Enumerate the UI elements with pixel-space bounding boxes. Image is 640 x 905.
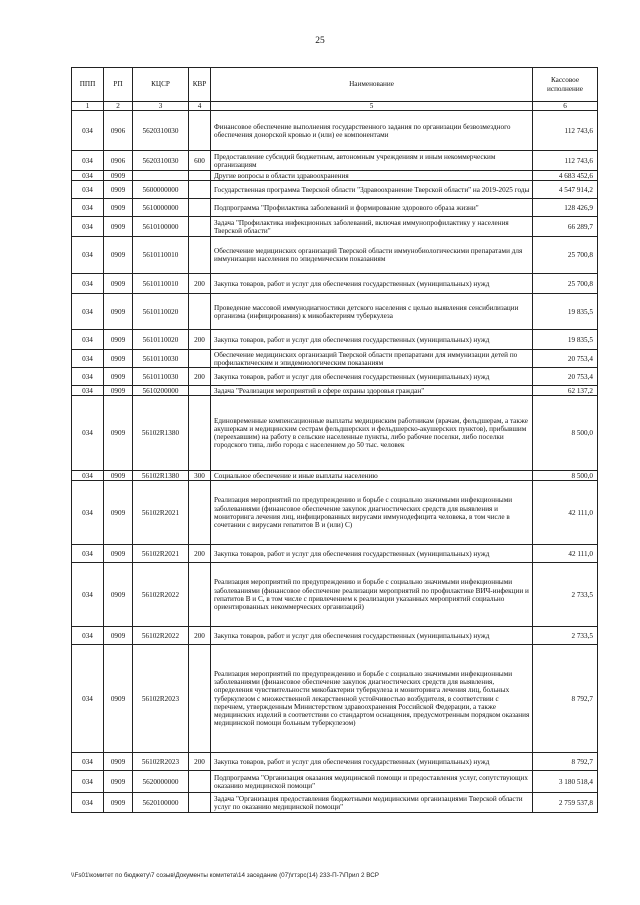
table-row: [72, 330, 598, 350]
cell-ppp: 034: [72, 645, 104, 753]
cell-name: Социальное обеспечение и иные выплаты населению: [211, 471, 533, 481]
cell-kvr: 200: [189, 545, 211, 563]
cell-rp: 0909: [104, 199, 133, 217]
cell-kcsr: 56102R2021: [133, 545, 189, 563]
cell-kcsr: 5610110030: [133, 368, 189, 386]
table-row: [72, 545, 598, 563]
cell-kcsr: 56102R1380: [133, 396, 189, 471]
cell-name: Закупка товаров, работ и услуг для обеспечения государственных (муниципальных) нужд: [211, 274, 533, 294]
cell-kvr: [189, 793, 211, 813]
cell-amount: 42 111,0: [533, 481, 598, 545]
cell-name: Закупка товаров, работ и услуг для обеспечения государственных (муниципальных) нужд: [211, 753, 533, 771]
header-row: [72, 68, 598, 102]
cell-rp: 0909: [104, 274, 133, 294]
cell-kcsr: 5610110010: [133, 274, 189, 294]
cell-kvr: 200: [189, 753, 211, 771]
cell-kcsr: 5600000000: [133, 181, 189, 199]
cell-kvr: 200: [189, 330, 211, 350]
cell-ppp: 034: [72, 171, 104, 181]
cell-rp: 0909: [104, 563, 133, 627]
cell-kcsr: 5620310030: [133, 111, 189, 151]
cell-rp: 0909: [104, 471, 133, 481]
cell-amount: 25 700,8: [533, 237, 598, 274]
cell-name: Другие вопросы в области здравоохранения: [211, 171, 533, 181]
cell-amount: 19 835,5: [533, 294, 598, 330]
cell-amount: 8 792,7: [533, 753, 598, 771]
cell-name: Обеспечение медицинских организаций Тверской области иммунобиологическими препаратами для иммунизации населения по эпидемическим показаниям: [211, 237, 533, 274]
cell-ppp: 034: [72, 330, 104, 350]
cell-amount: 20 753,4: [533, 368, 598, 386]
cell-ppp: 034: [72, 386, 104, 396]
cell-name: Обеспечение медицинских организаций Тверской области препаратами для иммунизации детей по профилактическим и эпидемиологическим показаниям: [211, 350, 533, 368]
cell-ppp: 034: [72, 350, 104, 368]
cell-kvr: 200: [189, 627, 211, 645]
cell-name: Закупка товаров, работ и услуг для обеспечения государственных (муниципальных) нужд: [211, 627, 533, 645]
cell-amount: 3 180 518,4: [533, 771, 598, 793]
cell-rp: 0909: [104, 396, 133, 471]
cell-rp: 0909: [104, 217, 133, 237]
cell-ppp: 034: [72, 396, 104, 471]
cell-rp: 0909: [104, 330, 133, 350]
header-name: Наименование: [211, 68, 533, 102]
cell-kcsr: 5610100000: [133, 217, 189, 237]
column-number-row: [72, 102, 598, 111]
cell-kvr: [189, 294, 211, 330]
cell-kcsr: 5620000000: [133, 771, 189, 793]
cell-rp: 0909: [104, 793, 133, 813]
header-rp: РП: [104, 68, 133, 102]
cell-kvr: [189, 396, 211, 471]
table-row: [72, 481, 598, 545]
cell-kcsr: 56102R2022: [133, 627, 189, 645]
cell-rp: 0906: [104, 111, 133, 151]
page-number: 25: [315, 36, 325, 46]
cell-ppp: 034: [72, 627, 104, 645]
cell-kvr: [189, 237, 211, 274]
cell-ppp: 034: [72, 471, 104, 481]
cell-ppp: 034: [72, 793, 104, 813]
cell-rp: 0909: [104, 350, 133, 368]
cell-kvr: [189, 386, 211, 396]
header-kcsr: КЦСР: [133, 68, 189, 102]
cell-name: Задача "Организация предоставления бюджетными медицинскими организациями Тверской области услуг по оказанию медицинской помощи": [211, 793, 533, 813]
cell-kvr: 200: [189, 274, 211, 294]
cell-kcsr: 56102R2021: [133, 481, 189, 545]
cell-name: Государственная программа Тверской области "Здравоохранение Тверской области" на 2019-2025 годы: [211, 181, 533, 199]
table-row: [72, 645, 598, 753]
header-kvr: КВР: [189, 68, 211, 102]
cell-name: Задача "Реализация мероприятий в сфере охраны здоровья граждан": [211, 386, 533, 396]
cell-kvr: [189, 645, 211, 753]
cell-amount: 112 743,6: [533, 111, 598, 151]
cell-rp: 0909: [104, 545, 133, 563]
table-body: [72, 111, 598, 813]
cell-amount: 2 733,5: [533, 563, 598, 627]
cell-rp: 0909: [104, 481, 133, 545]
cell-kvr: [189, 171, 211, 181]
cell-kcsr: 5610110030: [133, 350, 189, 368]
cell-kcsr: 5610110010: [133, 237, 189, 274]
cell-amount: 2 733,5: [533, 627, 598, 645]
cell-ppp: 034: [72, 294, 104, 330]
cell-ppp: 034: [72, 181, 104, 199]
cell-kvr: [189, 111, 211, 151]
table-row: [72, 294, 598, 330]
column-number: 4: [189, 102, 211, 111]
cell-kvr: [189, 771, 211, 793]
table-row: [72, 471, 598, 481]
table-row: [72, 396, 598, 471]
cell-name: Единовременные компенсационные выплаты медицинским работникам (врачам, фельдшерам, а также акушеркам и медицинским сестрам фельдшерских и фельдшерско-акушерских пунктов), прибывшим (переехавшим) на работу в сельские населенные пункты, либо рабочие поселки, либо поселки городского типа, либо города с населением до 50 тыс. человек: [211, 396, 533, 471]
cell-name: Реализация мероприятий по предупреждению и борьбе с социально значимыми инфекционными заболеваниями (финансовое обеспечение закупок диагностических средств для выявления и мониторинга лечения лиц, инфицированных вирусами иммунодефицита человека, в том числе в сочетании с вирусами гепатитов В и (или) С): [211, 481, 533, 545]
cell-name: Подпрограмма "Организация оказания медицинской помощи и предоставления услуг, сопутствующих оказанию медицинской помощи": [211, 771, 533, 793]
column-number: 6: [533, 102, 598, 111]
cell-kcsr: 56102R1380: [133, 471, 189, 481]
cell-name: Предоставление субсидий бюджетным, автономным учреждениям и иным некоммерческим организациям: [211, 151, 533, 171]
cell-ppp: 034: [72, 481, 104, 545]
table-row: [72, 171, 598, 181]
table-row: [72, 237, 598, 274]
cell-amount: 25 700,8: [533, 274, 598, 294]
cell-rp: 0909: [104, 627, 133, 645]
cell-amount: 112 743,6: [533, 151, 598, 171]
cell-rp: 0909: [104, 181, 133, 199]
cell-rp: 0909: [104, 368, 133, 386]
cell-name: Финансовое обеспечение выполнения государственного задания по организации безвозмездного обеспечения донорской кровью и (или) ее компонентами: [211, 111, 533, 151]
cell-amount: 19 835,5: [533, 330, 598, 350]
cell-kcsr: 56102R2023: [133, 645, 189, 753]
cell-kvr: [189, 563, 211, 627]
cell-amount: 4 683 452,6: [533, 171, 598, 181]
cell-amount: 20 753,4: [533, 350, 598, 368]
header-amount: Кассовое исполнение: [533, 68, 598, 102]
cell-rp: 0909: [104, 645, 133, 753]
cell-kcsr: 5620310030: [133, 151, 189, 171]
cell-ppp: 034: [72, 753, 104, 771]
cell-kvr: [189, 217, 211, 237]
cell-kvr: 600: [189, 151, 211, 171]
cell-amount: 128 426,9: [533, 199, 598, 217]
cell-name: Реализация мероприятий по предупреждению и борьбе с социально значимыми инфекционными заболеваниями (финансовое обеспечение реализации мероприятий по профилактике ВИЧ-инфекции и гепатитов В и С, в том числе с привлечением к реализации указанных мероприятий социально ориентированных некоммерческих организаций): [211, 563, 533, 627]
cell-rp: 0909: [104, 386, 133, 396]
cell-ppp: 034: [72, 563, 104, 627]
table-row: [72, 151, 598, 171]
cell-kvr: [189, 181, 211, 199]
cell-kvr: [189, 481, 211, 545]
cell-kvr: [189, 350, 211, 368]
cell-ppp: 034: [72, 217, 104, 237]
cell-kcsr: [133, 171, 189, 181]
cell-kcsr: 56102R2022: [133, 563, 189, 627]
cell-kcsr: 5610110020: [133, 294, 189, 330]
cell-rp: 0909: [104, 171, 133, 181]
cell-rp: 0909: [104, 771, 133, 793]
cell-amount: 8 500,0: [533, 396, 598, 471]
table-row: [72, 386, 598, 396]
cell-amount: 8 500,0: [533, 471, 598, 481]
header-ppp: ППП: [72, 68, 104, 102]
cell-name: Проведение массовой иммунодиагностики детского населения с целью выявления сенсибилизации организма (инфицирования) к микобактериям туберкулеза: [211, 294, 533, 330]
cell-ppp: 034: [72, 151, 104, 171]
cell-name: Закупка товаров, работ и услуг для обеспечения государственных (муниципальных) нужд: [211, 368, 533, 386]
cell-name: Реализация мероприятий по предупреждению и борьбе с социально значимыми инфекционными заболеваниями (финансовое обеспечение закупок диагностических средств для выявления, определения чувствительности микобактерии туберкулеза и мониторинга лечения лиц, больных туберкулезом с множественной лекарственной устойчивостью возбудителя, в соответствии с перечнем, утвержденным Министерством здравоохранения Российской Федерации, а также медицинских изделий в соответствии со стандартом оснащения, предусмотренным порядком оказания медицинской помощи больным туберкулезом): [211, 645, 533, 753]
cell-name: Закупка товаров, работ и услуг для обеспечения государственных (муниципальных) нужд: [211, 330, 533, 350]
table-row: [72, 753, 598, 771]
cell-kcsr: 56102R2023: [133, 753, 189, 771]
table-row: [72, 771, 598, 793]
table-row: [72, 181, 598, 199]
column-number: 1: [72, 102, 104, 111]
cell-rp: 0909: [104, 237, 133, 274]
cell-amount: 4 547 914,2: [533, 181, 598, 199]
column-number: 5: [211, 102, 533, 111]
cell-kvr: 300: [189, 471, 211, 481]
cell-amount: 2 759 537,8: [533, 793, 598, 813]
cell-ppp: 034: [72, 237, 104, 274]
cell-amount: 8 792,7: [533, 645, 598, 753]
table-row: [72, 199, 598, 217]
cell-ppp: 034: [72, 545, 104, 563]
table-row: [72, 563, 598, 627]
cell-ppp: 034: [72, 199, 104, 217]
column-number: 3: [133, 102, 189, 111]
cell-name: Закупка товаров, работ и услуг для обеспечения государственных (муниципальных) нужд: [211, 545, 533, 563]
file-path-footer: \\Fs01\комитет по бюджету\7 созыв\Документы комитета\14 заседание (07)\rтзрс(14) 233-П-7\Прил 2 ВСР: [71, 872, 379, 879]
cell-amount: 62 137,2: [533, 386, 598, 396]
cell-ppp: 034: [72, 771, 104, 793]
cell-kcsr: 5610110020: [133, 330, 189, 350]
table-row: [72, 274, 598, 294]
cell-kcsr: 5620100000: [133, 793, 189, 813]
cell-amount: 42 111,0: [533, 545, 598, 563]
table-row: [72, 627, 598, 645]
cell-kvr: 200: [189, 368, 211, 386]
table-row: [72, 111, 598, 151]
table-row: [72, 350, 598, 368]
cell-name: Подпрограмма "Профилактика заболеваний и формирование здорового образа жизни": [211, 199, 533, 217]
cell-name: Задача "Профилактика инфекционных заболеваний, включая иммунопрофилактику у населения Тверской области": [211, 217, 533, 237]
column-number: 2: [104, 102, 133, 111]
cell-kcsr: 5610000000: [133, 199, 189, 217]
cell-amount: 66 289,7: [533, 217, 598, 237]
cell-rp: 0909: [104, 753, 133, 771]
cell-ppp: 034: [72, 274, 104, 294]
cell-ppp: 034: [72, 368, 104, 386]
cell-rp: 0909: [104, 294, 133, 330]
table-row: [72, 368, 598, 386]
cell-kcsr: 5610200000: [133, 386, 189, 396]
cell-ppp: 034: [72, 111, 104, 151]
cell-kvr: [189, 199, 211, 217]
table-row: [72, 793, 598, 813]
budget-execution-table: [71, 67, 598, 813]
cell-rp: 0906: [104, 151, 133, 171]
table-row: [72, 217, 598, 237]
